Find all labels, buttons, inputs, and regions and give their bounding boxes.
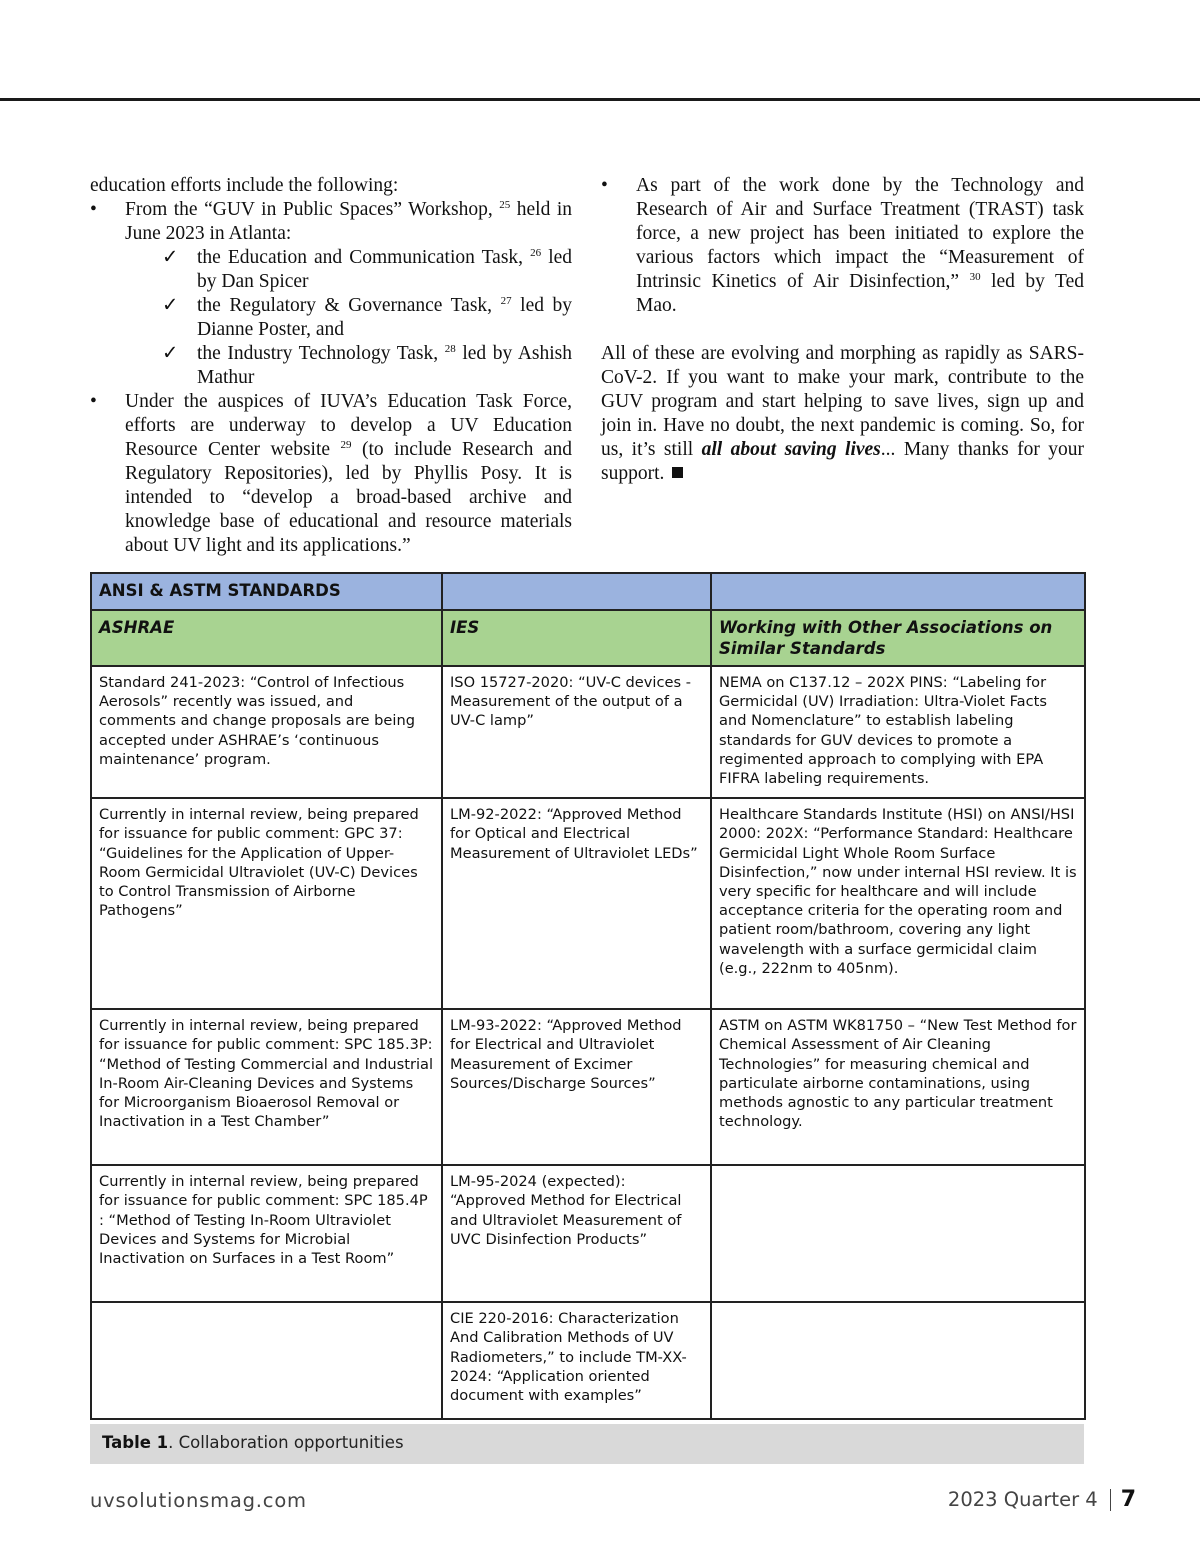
bullet-icon: • — [90, 391, 97, 412]
bullet-icon: • — [601, 175, 608, 196]
footer-issue-info — [948, 1487, 1136, 1512]
check-text: the Industry Technology Task, — [197, 343, 439, 364]
closing-text: All of these are evolving and morphing as rapidly as SARS-CoV-2. If you want to make your mark, contribute to the GUV program and start helping to save lives, sign up and join in. Have no doubt, the next pandemic is coming. So, for us, it’s still — [601, 343, 1084, 460]
bullet-trast — [601, 174, 1084, 318]
check-text: the Education and Communication Task, — [197, 247, 524, 268]
table-cell: Standard 241-2023: “Control of Infectious Aerosols” recently was issued, and comments and change proposals are being accepted under ASHRAE’s ‘continuous maintenance’ program. — [91, 666, 442, 798]
table-cell: LM-95-2024 (expected): “Approved Method for Electrical and Ultraviolet Measurement of UVC Disinfection Products” — [442, 1165, 711, 1302]
reference-25: 25 — [499, 199, 511, 211]
checkmark-icon: ✓ — [162, 343, 179, 364]
footer-site: uvsolutionsmag.com — [90, 1489, 307, 1512]
reference-27: 27 — [500, 295, 512, 307]
closing-text: ... Many thanks for your support. — [601, 439, 1085, 484]
table-cell — [91, 1302, 442, 1419]
check-item-regulatory — [90, 294, 572, 342]
checkmark-icon: ✓ — [162, 247, 179, 268]
reference-29: 29 — [340, 439, 352, 451]
top-rule — [0, 98, 1200, 101]
standards-table — [90, 572, 1086, 1420]
check-item-industry — [90, 342, 572, 390]
table-band-row — [91, 573, 1085, 610]
bullet-text: led by Ted Mao. — [636, 271, 1084, 316]
closing-paragraph — [601, 342, 1084, 486]
table-cell: ISO 15727-2020: “UV-C devices - Measurement of the output of a UV-C lamp” — [442, 666, 711, 798]
table-row — [91, 798, 1085, 1009]
table-caption-label: Table 1 — [102, 1433, 169, 1452]
table-cell — [711, 1302, 1085, 1419]
table-row — [91, 1009, 1085, 1165]
emphasis-text: all about saving lives — [701, 439, 881, 460]
check-text: led by Dan Spicer — [197, 247, 573, 292]
bullet-icon: • — [90, 199, 97, 220]
right-column — [601, 174, 1084, 486]
check-text: led by Dianne Poster, and — [197, 295, 573, 340]
end-mark-icon — [672, 467, 683, 478]
table-cell: LM-93-2022: “Approved Method for Electrical and Ultraviolet Measurement of Excimer Sources/Discharge Sources” — [442, 1009, 711, 1165]
left-column — [90, 174, 572, 558]
table-cell: CIE 220-2016: Characterization And Calibration Methods of UV Radiometers,” to include TM-XX-2024: “Application oriented document with examples” — [442, 1302, 711, 1419]
table-cell: ASTM on ASTM WK81750 – “New Test Method for Chemical Assessment of Air Cleaning Technologies” for measuring chemical and particulate airborne contaminations, using methods agnostic to any particular treatment technology. — [711, 1009, 1085, 1165]
check-text: the Regulatory & Governance Task, — [197, 295, 493, 316]
table-band-title: ANSI & ASTM STANDARDS — [91, 573, 442, 610]
bullet-workshop — [90, 198, 572, 246]
bullet-text: From the “GUV in Public Spaces” Workshop, — [125, 199, 493, 220]
bullet-text: Under the auspices of IUVA’s Education Task Force, efforts are underway to develop a UV Education Resource Center website — [125, 391, 572, 460]
footer-issue: 2023 Quarter 4 — [947, 1488, 1098, 1511]
bullet-education-task-force — [90, 390, 572, 558]
column-header-ashrae: ASHRAE — [91, 610, 442, 666]
checkmark-icon: ✓ — [162, 295, 179, 316]
footer-divider — [1110, 1489, 1111, 1511]
table-band-cell — [442, 573, 711, 610]
reference-26: 26 — [530, 247, 542, 259]
table-cell: Healthcare Standards Institute (HSI) on ANSI/HSI 2000: 202X: “Performance Standard: Healthcare Germicidal Light Whole Room Surface Disinfection,” now under internal HSI review. It is very specific for healthcare and will include acceptance criteria for the operating room and patient room/bathroom, covering any light wavelength with a surface germicidal claim (e.g., 222nm to 405nm). — [711, 798, 1085, 1009]
column-header-other-associations: Working with Other Associations on Similar Standards — [711, 610, 1085, 666]
intro-text: education efforts include the following: — [90, 175, 399, 196]
reference-30: 30 — [969, 271, 981, 283]
bullet-text: (to include Research and Regulatory Repositories), led by Phyllis Posy. It is intended to “develop a broad-based archive and knowledge base of educational and resource materials about UV light and its applications.” — [125, 439, 573, 556]
table-cell — [711, 1165, 1085, 1302]
table-cell: Currently in internal review, being prepared for issuance for public comment: GPC 37: “Guidelines for the Application of Upper-Room Germicidal Ultraviolet (UV-C) Devices to Control Transmission of Airborne Pathogens” — [91, 798, 442, 1009]
table-header-row — [91, 610, 1085, 666]
table-band-cell — [711, 573, 1085, 610]
table-row — [91, 666, 1085, 798]
check-item-education — [90, 246, 572, 294]
page-number: 7 — [1120, 1487, 1136, 1512]
table-row — [91, 1165, 1085, 1302]
reference-28: 28 — [444, 343, 456, 355]
bullet-text: held in June 2023 in Atlanta: — [125, 199, 573, 244]
table-cell: LM-92-2022: “Approved Method for Optical and Electrical Measurement of Ultraviolet LEDs” — [442, 798, 711, 1009]
table-row — [91, 1302, 1085, 1419]
table-cell: NEMA on C137.12 – 202X PINS: “Labeling for Germicidal (UV) Irradiation: Ultra-Violet Facts and Nomenclature” to establish labeling standards for GUV devices to promote a regimented approach to complying with EPA FIFRA labeling requirements. — [711, 666, 1085, 798]
table-cell: Currently in internal review, being prepared for issuance for public comment: SPC 185.3P: “Method of Testing Commercial and Industrial In-Room Air-Cleaning Devices and Systems for Microorganism Bioaerosol Removal or Inactivation in a Test Chamber” — [91, 1009, 442, 1165]
check-text: led by Ashish Mathur — [197, 343, 572, 388]
table-caption — [90, 1424, 1084, 1464]
table-caption-text: . Collaboration opportunities — [168, 1433, 404, 1452]
bullet-text: As part of the work done by the Technology and Research of Air and Surface Treatment (TRAST) task force, a new project has been initiated to explore the various factors which impact the “Measurement of Intrinsic Kinetics of Air Disinfection,” — [636, 175, 1084, 292]
column-header-ies: IES — [442, 610, 711, 666]
table-cell: Currently in internal review, being prepared for issuance for public comment: SPC 185.4P : “Method of Testing In-Room Ultraviolet Devices and Systems for Microbial Inactivation on Surfaces in a Test Room” — [91, 1165, 442, 1302]
